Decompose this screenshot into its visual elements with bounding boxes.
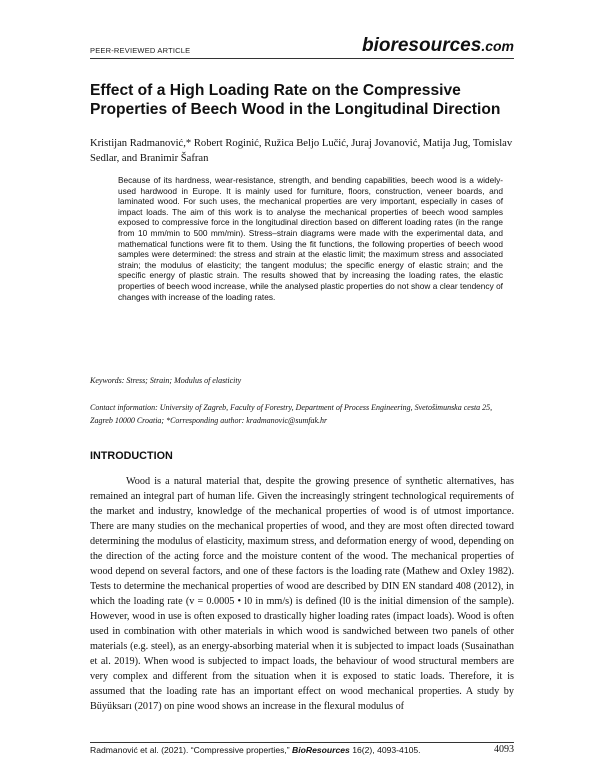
journal-logo [362, 35, 514, 57]
abstract: Because of its hardness, wear-resistance, strength, and bending capabilities, beech wood is a widely-used hardwood in Europe. It is mainly used for furniture, floors, construction, veneer boards, and laminated wood. For such uses, the mechanical properties are very important, especially in cases of impact loads. The aim of this work is to analyse the mechanical properties of beech wood samples exposed to compressive force in the longitudinal direction based on different loading rates (in the range from 10 mm/min to 500 mm/min). Stress–strain diagrams were made with the experimental data, and mathematical functions were fit to them. Using the fit functions, the following properties of beech wood samples were determined: the stress and strain at the elastic limit; the maximum stress and associated strain; the modulus of elasticity; the tangent modulus; the specific energy of elastic strain; and the specific energy of plastic strain. The results showed that by increasing the loading rates, the elastic properties of beech wood increase, while the analysed plastic properties do not show a clear tendency of changes with increase of the loading rates. [118, 175, 503, 302]
citation-prefix: Radmanović et al. (2021). “Compressive properties,” [90, 745, 293, 755]
body-paragraph: Wood is a natural material that, despite the growing presence of synthetic alternatives, has remained an integral part of human life. Given the increasingly stringent technological requirements of the market and industry, knowledge of the mechanical properties of wood is of utmost importance. There are many studies on the mechanical properties of wood, and they are most often directed toward determining the modulus of elasticity, maximum stress, and deformation energy of wood, depending on the direction of the acting force and the moisture content of the wood. The mechanical properties of wood depend on several factors, and one of these factors is the loading rate (Mathew and Oxley 1982). Tests to determine the mechanical properties of wood are described by DIN EN standard 408 (2012), in which the loading rate (v = 0.0005 • l0 in mm/s) is defined (l0 is the initial dimension of the sample). However, wood in use is often exposed to drastically higher loading rates (impact loads). Wood is often used in combination with other materials in which wood is sandwiched between two panels of other materials (e.g. steel), as an energy-absorbing material when it is subjected to impact loads (Susainathan et al. 2019). When wood is subjected to impact loads, the behaviour of wood structural members are very complex and different from the situation when it is exposed to static loads. Therefore, it is assumed that the loading rate has an important effect on wood mechanical properties. A study by Büyüksarı (2017) on pine wood shows an increase in the flexural modulus of [90, 476, 514, 712]
section-heading: INTRODUCTION [90, 450, 173, 462]
citation [90, 745, 421, 755]
article-title: Effect of a High Loading Rate on the Compressive Properties of Beech Wood in the Longitudinal Direction [90, 82, 501, 118]
page-number: 4093 [494, 744, 514, 755]
keywords: Keywords: Stress; Strain; Modulus of elasticity [90, 376, 242, 385]
citation-journal: BioResources [292, 745, 350, 755]
article-type-label: PEER-REVIEWED ARTICLE [90, 46, 191, 55]
author-list: Kristijan Radmanović,* Robert Roginić, Ružica Beljo Lučić, Juraj Jovanović, Matija Jug, Tomislav Sedlar, and Branimir Šafran [90, 138, 513, 164]
running-header [90, 36, 514, 59]
journal-logo-main: bioresources [361, 35, 482, 56]
running-footer [90, 742, 514, 757]
contact-information: Contact information: University of Zagreb, Faculty of Forestry, Department of Process Engineering, Svetošimunska cesta 25, Zagreb 10000 Croatia; *Corresponding author: kradmanovic@sumfak.hr [90, 403, 493, 425]
citation-suffix: 16(2), 4093-4105. [349, 745, 421, 755]
journal-logo-domain: .com [481, 38, 514, 54]
